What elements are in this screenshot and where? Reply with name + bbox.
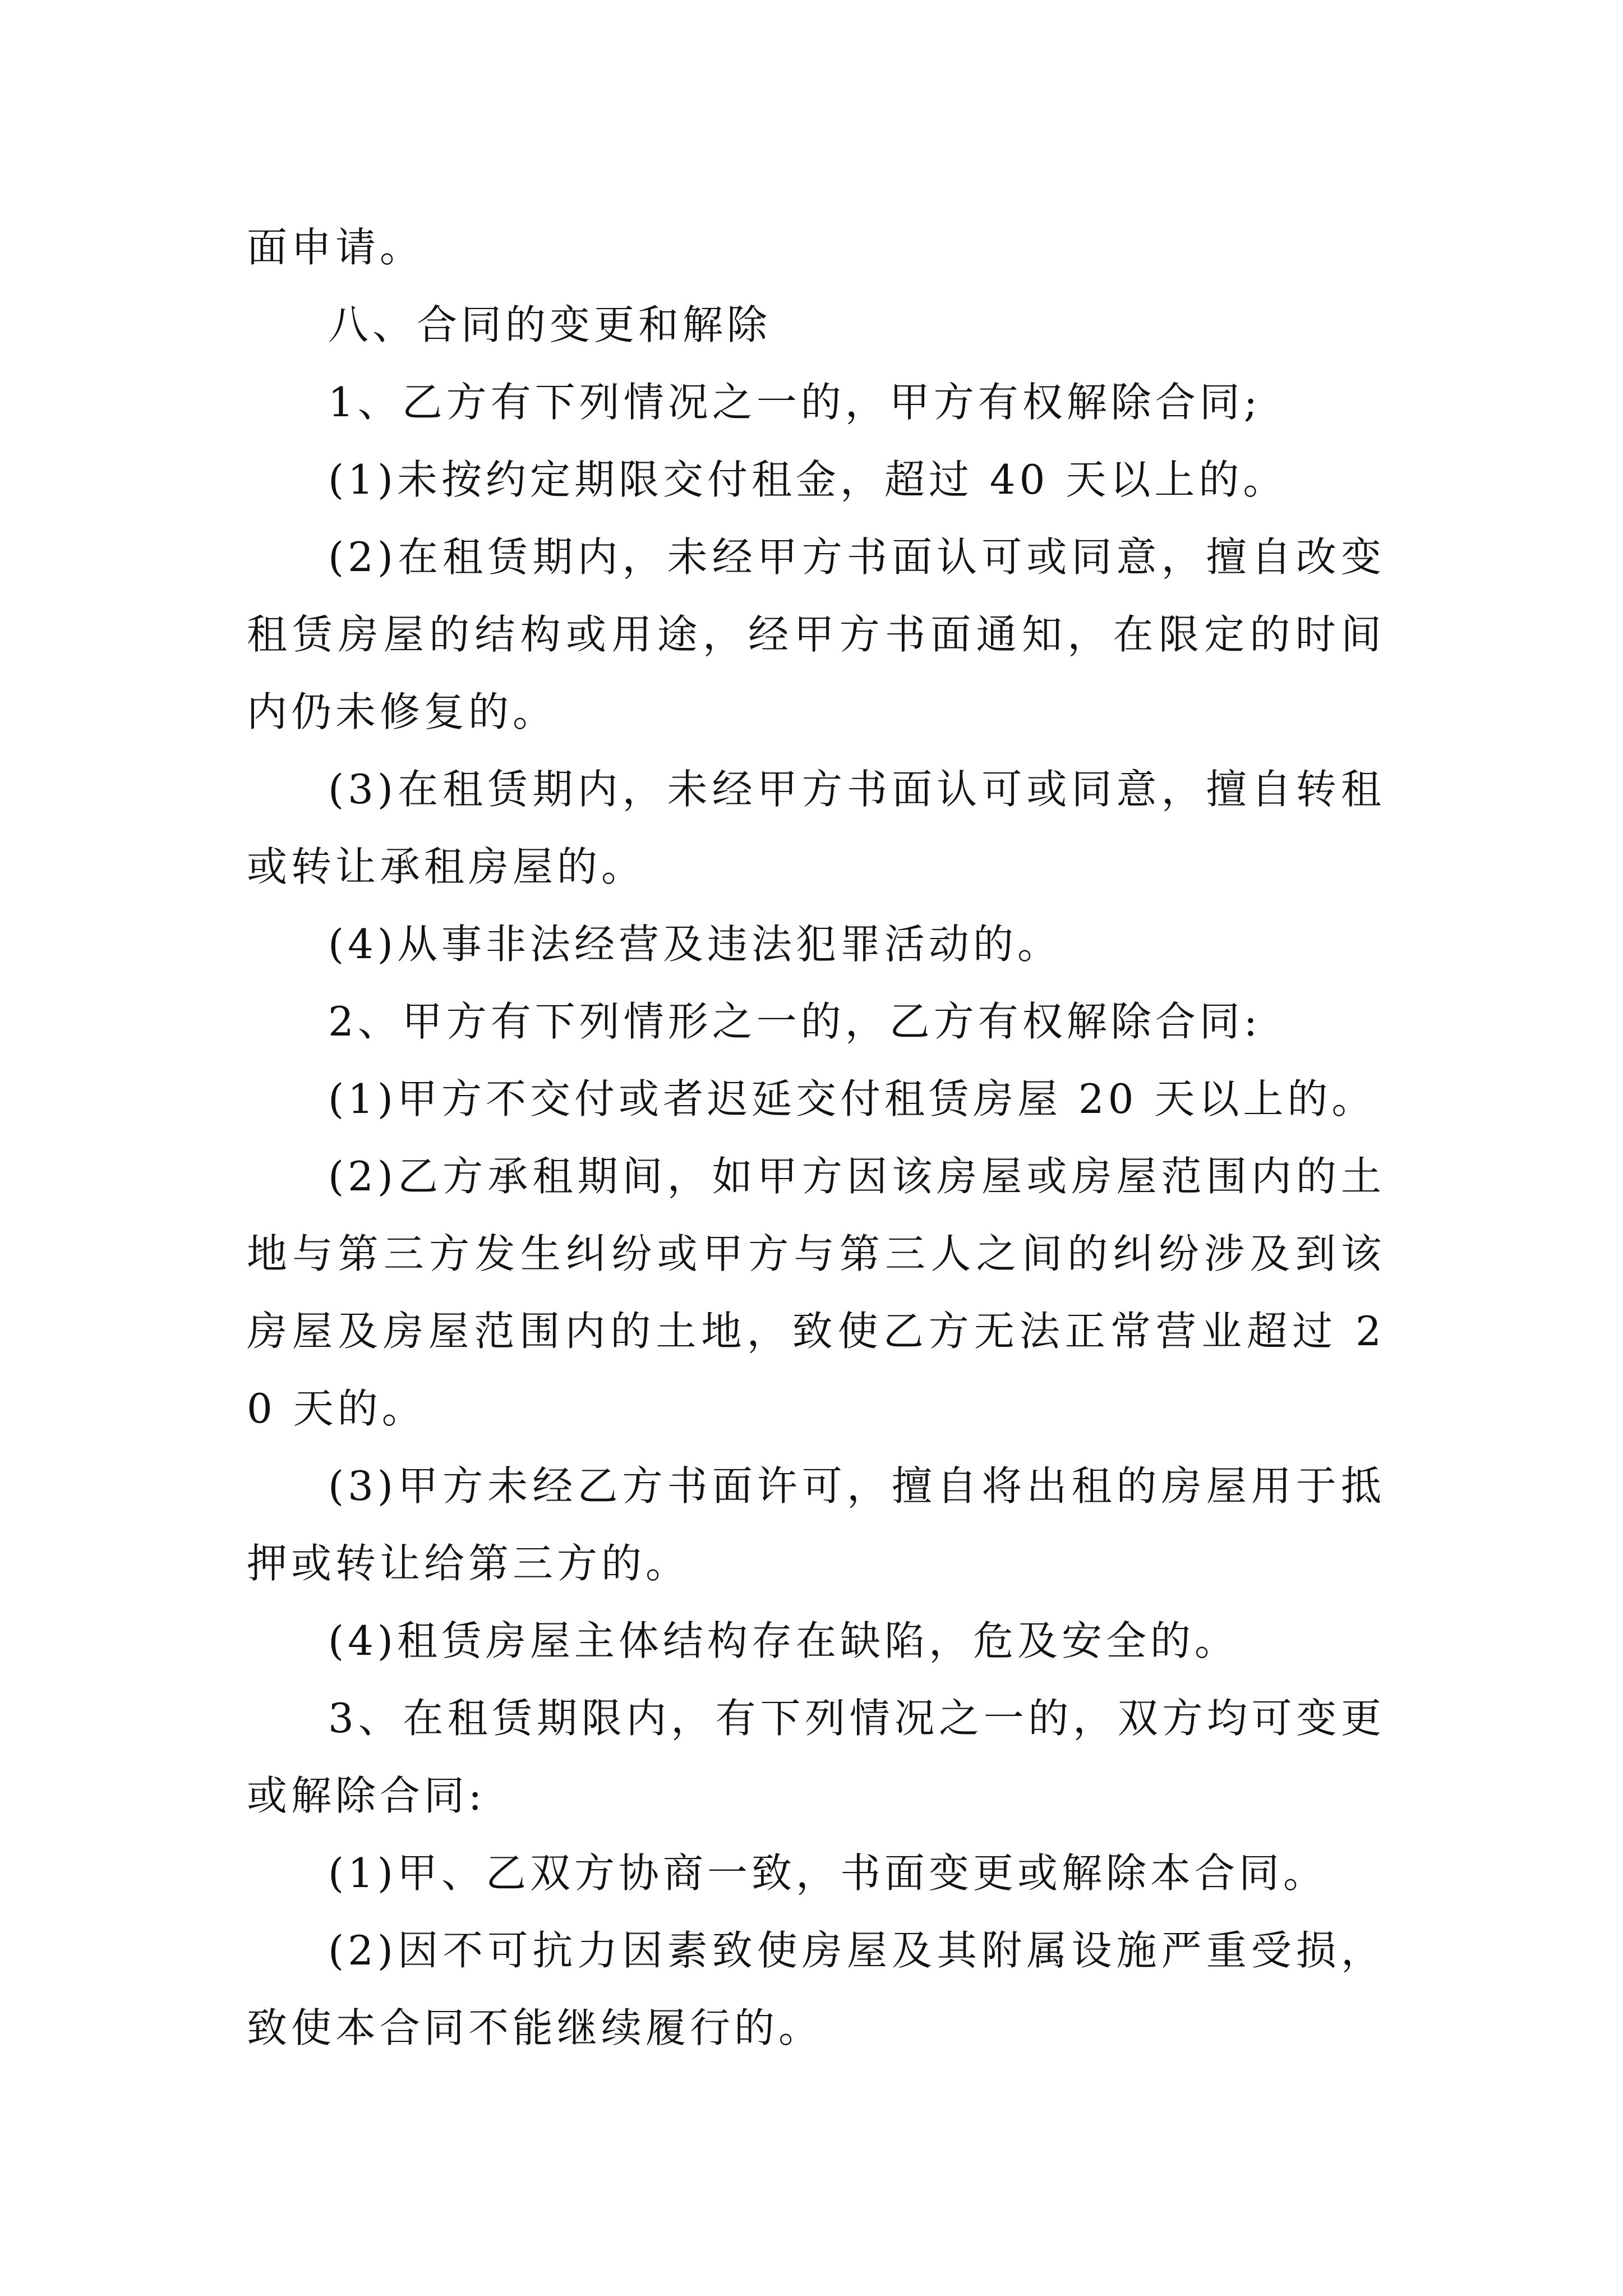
clause-3-item-1: (1)甲、乙双方协商一致，书面变更或解除本合同。 [328,1849,1327,1897]
clause-3-item-2: (2)因不可抗力因素致使房屋及其附属设施严重受损，致使本合同不能继续履行的。 [247,1927,1385,2051]
clause-2: 2、甲方有下列情形之一的，乙方有权解除合同: [328,998,1262,1045]
clause-2-item-2: (2)乙方承租期间，如甲方因该房屋或房屋范围内的土地与第三方发生纠纷或甲方与第三人之间的纠纷涉及到该房屋及房屋范围内的土地，致使乙方无法正常营业超过 20 天的。 [247,1153,1385,1432]
section-heading: 八、合同的变更和解除 [328,301,772,348]
paragraph-continuation: 面申请。 [247,224,425,271]
clause-2-item-1: (1)甲方不交付或者迟延交付租赁房屋 20 天以上的。 [328,1075,1376,1122]
clause-1-item-4: (4)从事非法经营及违法犯罪活动的。 [328,921,1062,968]
clause-2-item-4: (4)租赁房屋主体结构存在缺陷，危及安全的。 [328,1617,1239,1664]
clause-1-item-2: (2)在租赁期内，未经甲方书面认可或同意，擅自改变租赁房屋的结构或用途，经甲方书面通知，在限定的时间内仍未修复的。 [247,533,1385,735]
clause-1: 1、乙方有下列情况之一的，甲方有权解除合同; [328,379,1262,426]
clause-2-item-3: (3)甲方未经乙方书面许可，擅自将出租的房屋用于抵押或转让给第三方的。 [247,1462,1385,1587]
clause-3: 3、在租赁期限内，有下列情况之一的，双方均可变更或解除合同: [247,1695,1385,1819]
clause-1-item-1: (1)未按约定期限交付租金，超过 40 天以上的。 [328,456,1288,503]
document-body [247,209,1385,2067]
clause-1-item-3: (3)在租赁期内，未经甲方书面认可或同意，擅自转租或转让承租房屋的。 [247,766,1385,890]
